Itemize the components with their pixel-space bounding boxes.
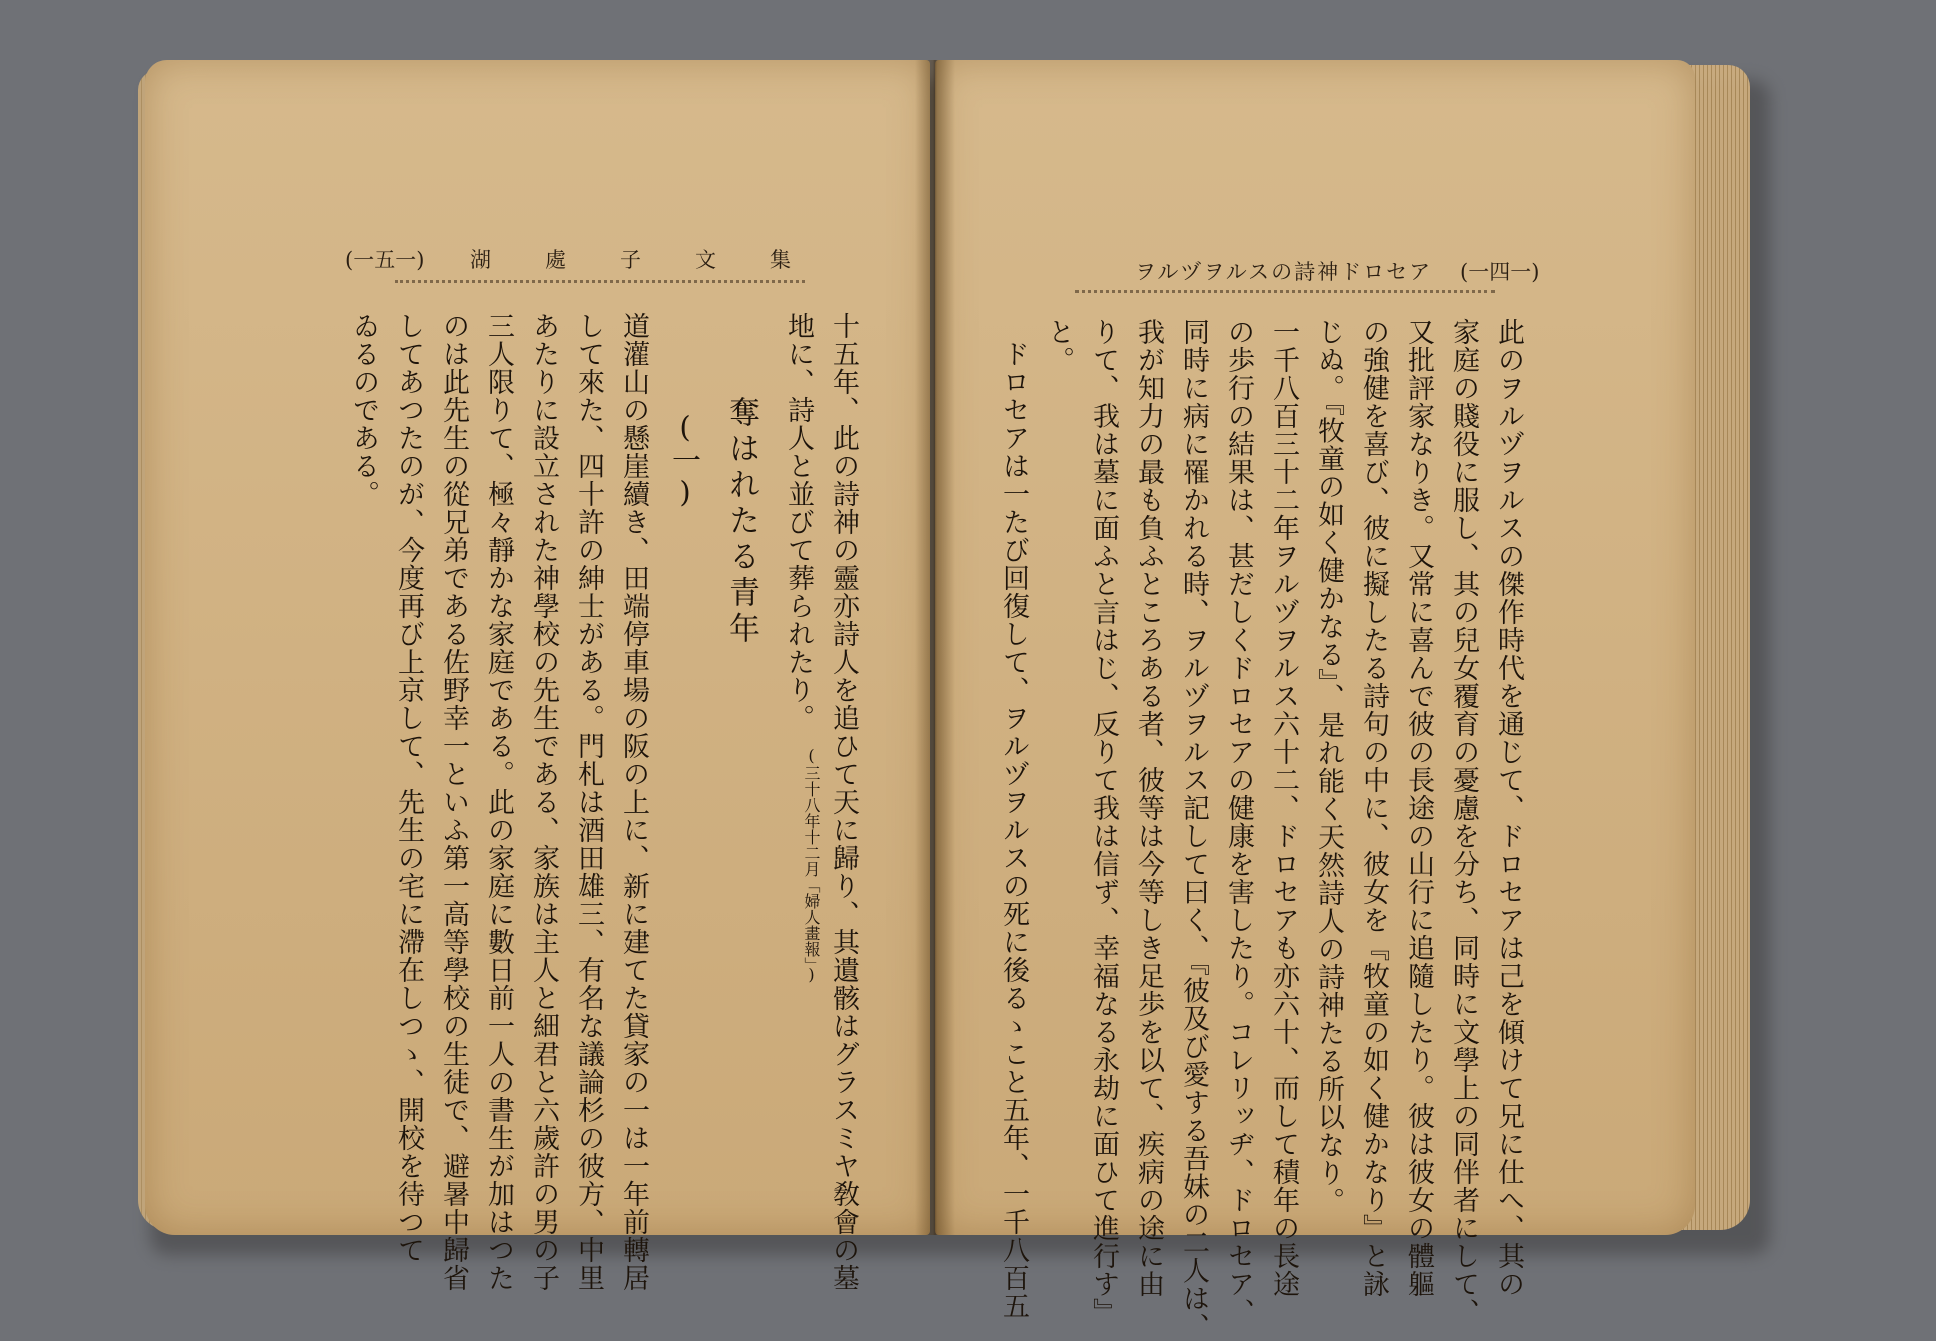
left-text-column: あたりに設立された神學校の先生である、家族は主人と細君と六歲許の男の子 (528, 312, 559, 1292)
right-text-column: りて、我は墓に面ふと言はじ、反りて我は信ず、幸福なる永劫に面ひて進行す』 (1088, 318, 1119, 1326)
left-text-column: 三人限りて、極々靜かな家庭である。此の家庭に數日前一人の書生が加はつた (483, 312, 514, 1292)
right-running-title: ヲルヅヲルスの詩神ドロセア (1135, 260, 1433, 284)
left-page-number: (一五一) (345, 248, 425, 272)
right-header-rule (1075, 290, 1495, 293)
source-note: (三十八年十二月「婦人畫報」) (802, 746, 821, 984)
right-text-column: 一千八百三十二年ヲルヅヲルス六十二、ドロセアも亦六十、而して積年の長途 (1268, 318, 1299, 1298)
right-page-number: (一四一) (1460, 260, 1540, 284)
right-text-column: 我が知力の最も負ふところある者、彼等は今等しき足歩を以て、疾病の途に由 (1133, 318, 1164, 1298)
book-gutter (915, 60, 955, 1235)
left-text-column: のは此先生の從兄弟である佐野幸一といふ第一高等學校の生徒で、避暑中歸省 (438, 312, 469, 1292)
section-number: (一) (668, 410, 702, 510)
right-text-column: ドロセアは一たび回復して、ヲルヅヲルスの死に後るゝこと五年、一千八百五 (998, 340, 1029, 1320)
left-header-rule (395, 280, 805, 283)
right-text-column: じぬ。『牧童の如く健かなる』、是れ能く天然詩人の詩神たる所以なり。 (1313, 318, 1344, 1215)
right-text-column: 又批評家なりき。又常に喜んで彼の長途の山行に追隨したり。彼は彼女の體軀 (1403, 318, 1434, 1298)
right-text-column: 家庭の賤役に服し、其の兒女覆育の憂慮を分ち、同時に文學上の同伴者にして、 (1448, 318, 1479, 1326)
article-title: 奪はれたる青年 (723, 396, 759, 648)
left-text-column: してあつたのが、今度再び上京して、先生の宅に滯在しつゝ、開校を待つて (393, 312, 424, 1264)
left-text-column: 道灌山の懸崖續き、田端停車場の阪の上に、新に建てた貸家の一は一年前轉居 (618, 312, 649, 1292)
left-continued-column: 地に、詩人と並びて葬られたり。 (783, 312, 814, 732)
right-text-column: の強健を喜び、彼に擬したる詩句の中に、彼女を『牧童の如く健かなり』と詠 (1358, 318, 1389, 1298)
left-running-title: 湖處子文集 (470, 248, 845, 272)
right-text-column: 同時に病に罹かれる時、ヲルヅヲルス記して曰く、『彼及び愛する吾妹の二人は、 (1178, 318, 1209, 1341)
left-continued-column: 十五年、此の詩神の靈亦詩人を追ひて天に歸り、其遺骸はグラスミヤ敎會の墓 (828, 312, 859, 1292)
right-text-column: 此のヲルヅヲルスの傑作時代を通じて、ドロセアは己を傾けて兄に仕へ、其の (1493, 318, 1524, 1298)
right-text-column: の歩行の結果は、甚だしくドロセアの健康を害したり。コレリッヂ、ドロセア、 (1223, 318, 1254, 1326)
left-text-column: して來た、四十許の紳士がある。門札は酒田雄三、有名な議論杉の彼方、中里 (573, 312, 604, 1292)
left-text-column: ゐるのである。 (348, 312, 379, 508)
right-text-column: と。 (1043, 318, 1074, 374)
